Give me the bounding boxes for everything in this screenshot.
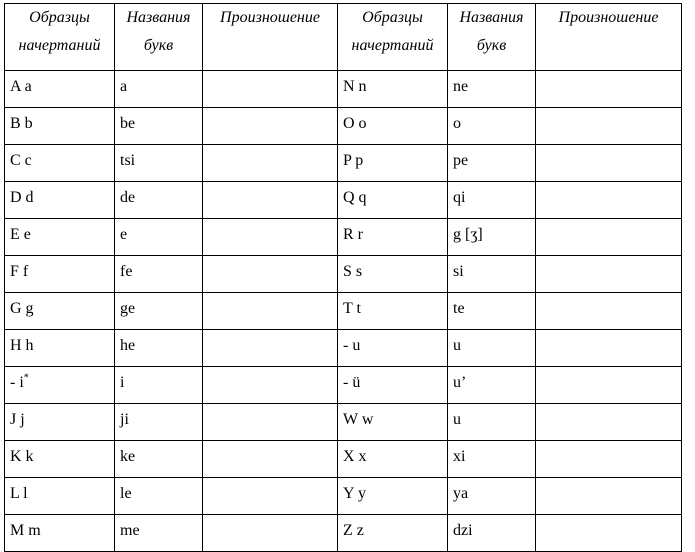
letter-name: dzi (448, 515, 536, 552)
pronunciation-cell (203, 293, 338, 330)
table-row (5, 256, 682, 293)
letter-sample: R r (338, 219, 448, 256)
alphabet-table (4, 3, 682, 552)
letter-name: u’ (448, 367, 536, 404)
pronunciation-cell (203, 71, 338, 108)
header-samples-left: Образцы начертаний (5, 4, 115, 71)
pronunciation-cell (536, 515, 682, 552)
letter-name: ke (115, 441, 203, 478)
letter-name: qi (448, 182, 536, 219)
letter-sample: N n (338, 71, 448, 108)
letter-name: ya (448, 478, 536, 515)
letter-name: g [ʒ] (448, 219, 536, 256)
footnote-mark: * (23, 372, 29, 384)
letter-name: u (448, 330, 536, 367)
letter-sample: G g (5, 293, 115, 330)
letter-name: be (115, 108, 203, 145)
header-names-right: Названия букв (448, 4, 536, 71)
table-row (5, 330, 682, 367)
pronunciation-cell (203, 515, 338, 552)
letter-sample: W w (338, 404, 448, 441)
table-row (5, 293, 682, 330)
pronunciation-cell (203, 145, 338, 182)
letter-sample: X x (338, 441, 448, 478)
header-samples-right: Образцы начертаний (338, 4, 448, 71)
letter-sample-text: - i (10, 374, 24, 391)
pronunciation-cell (536, 367, 682, 404)
letter-sample: T t (338, 293, 448, 330)
table-row (5, 478, 682, 515)
letter-name: pe (448, 145, 536, 182)
letter-name: a (115, 71, 203, 108)
letter-sample: A a (5, 71, 115, 108)
letter-sample: Y y (338, 478, 448, 515)
pronunciation-cell (536, 404, 682, 441)
table-row (5, 71, 682, 108)
letter-sample: Q q (338, 182, 448, 219)
letter-name: u (448, 404, 536, 441)
pronunciation-cell (536, 293, 682, 330)
letter-sample: P p (338, 145, 448, 182)
pronunciation-cell (203, 478, 338, 515)
letter-name: e (115, 219, 203, 256)
letter-name: ne (448, 71, 536, 108)
pronunciation-cell (203, 404, 338, 441)
letter-sample: C c (5, 145, 115, 182)
letter-name: de (115, 182, 203, 219)
pronunciation-cell (203, 108, 338, 145)
pronunciation-cell (536, 219, 682, 256)
letter-name: tsi (115, 145, 203, 182)
table-row (5, 404, 682, 441)
letter-sample: S s (338, 256, 448, 293)
letter-name: ge (115, 293, 203, 330)
pronunciation-cell (203, 441, 338, 478)
letter-sample: F f (5, 256, 115, 293)
letter-name: i (115, 367, 203, 404)
pronunciation-cell (203, 367, 338, 404)
table-row (5, 145, 682, 182)
letter-sample: K k (5, 441, 115, 478)
header-row (5, 4, 682, 71)
letter-name: si (448, 256, 536, 293)
pronunciation-cell (536, 71, 682, 108)
table-row (5, 219, 682, 256)
pronunciation-cell (536, 478, 682, 515)
letter-sample: - u (338, 330, 448, 367)
letter-sample: O o (338, 108, 448, 145)
letter-sample (5, 367, 115, 404)
pronunciation-cell (536, 108, 682, 145)
pronunciation-cell (536, 441, 682, 478)
table-row (5, 108, 682, 145)
pronunciation-cell (536, 330, 682, 367)
letter-sample: H h (5, 330, 115, 367)
letter-name: me (115, 515, 203, 552)
letter-sample: - ü (338, 367, 448, 404)
letter-sample: M m (5, 515, 115, 552)
table-row (5, 515, 682, 552)
header-names-left: Названия букв (115, 4, 203, 71)
letter-sample: L l (5, 478, 115, 515)
letter-name: fe (115, 256, 203, 293)
pronunciation-cell (203, 182, 338, 219)
pronunciation-cell (536, 145, 682, 182)
letter-name: le (115, 478, 203, 515)
pronunciation-cell (203, 219, 338, 256)
pronunciation-cell (536, 256, 682, 293)
letter-name: te (448, 293, 536, 330)
letter-sample: J j (5, 404, 115, 441)
pronunciation-cell (203, 256, 338, 293)
letter-name: o (448, 108, 536, 145)
header-pronunciation-right: Произношение (536, 4, 682, 71)
letter-sample: E e (5, 219, 115, 256)
pronunciation-cell (203, 330, 338, 367)
letter-name: he (115, 330, 203, 367)
table-row (5, 182, 682, 219)
header-pronunciation-left: Произношение (203, 4, 338, 71)
letter-name: ji (115, 404, 203, 441)
letter-sample: B b (5, 108, 115, 145)
table-row (5, 367, 682, 404)
letter-sample: D d (5, 182, 115, 219)
table-row (5, 441, 682, 478)
pronunciation-cell (536, 182, 682, 219)
letter-sample: Z z (338, 515, 448, 552)
letter-name: xi (448, 441, 536, 478)
